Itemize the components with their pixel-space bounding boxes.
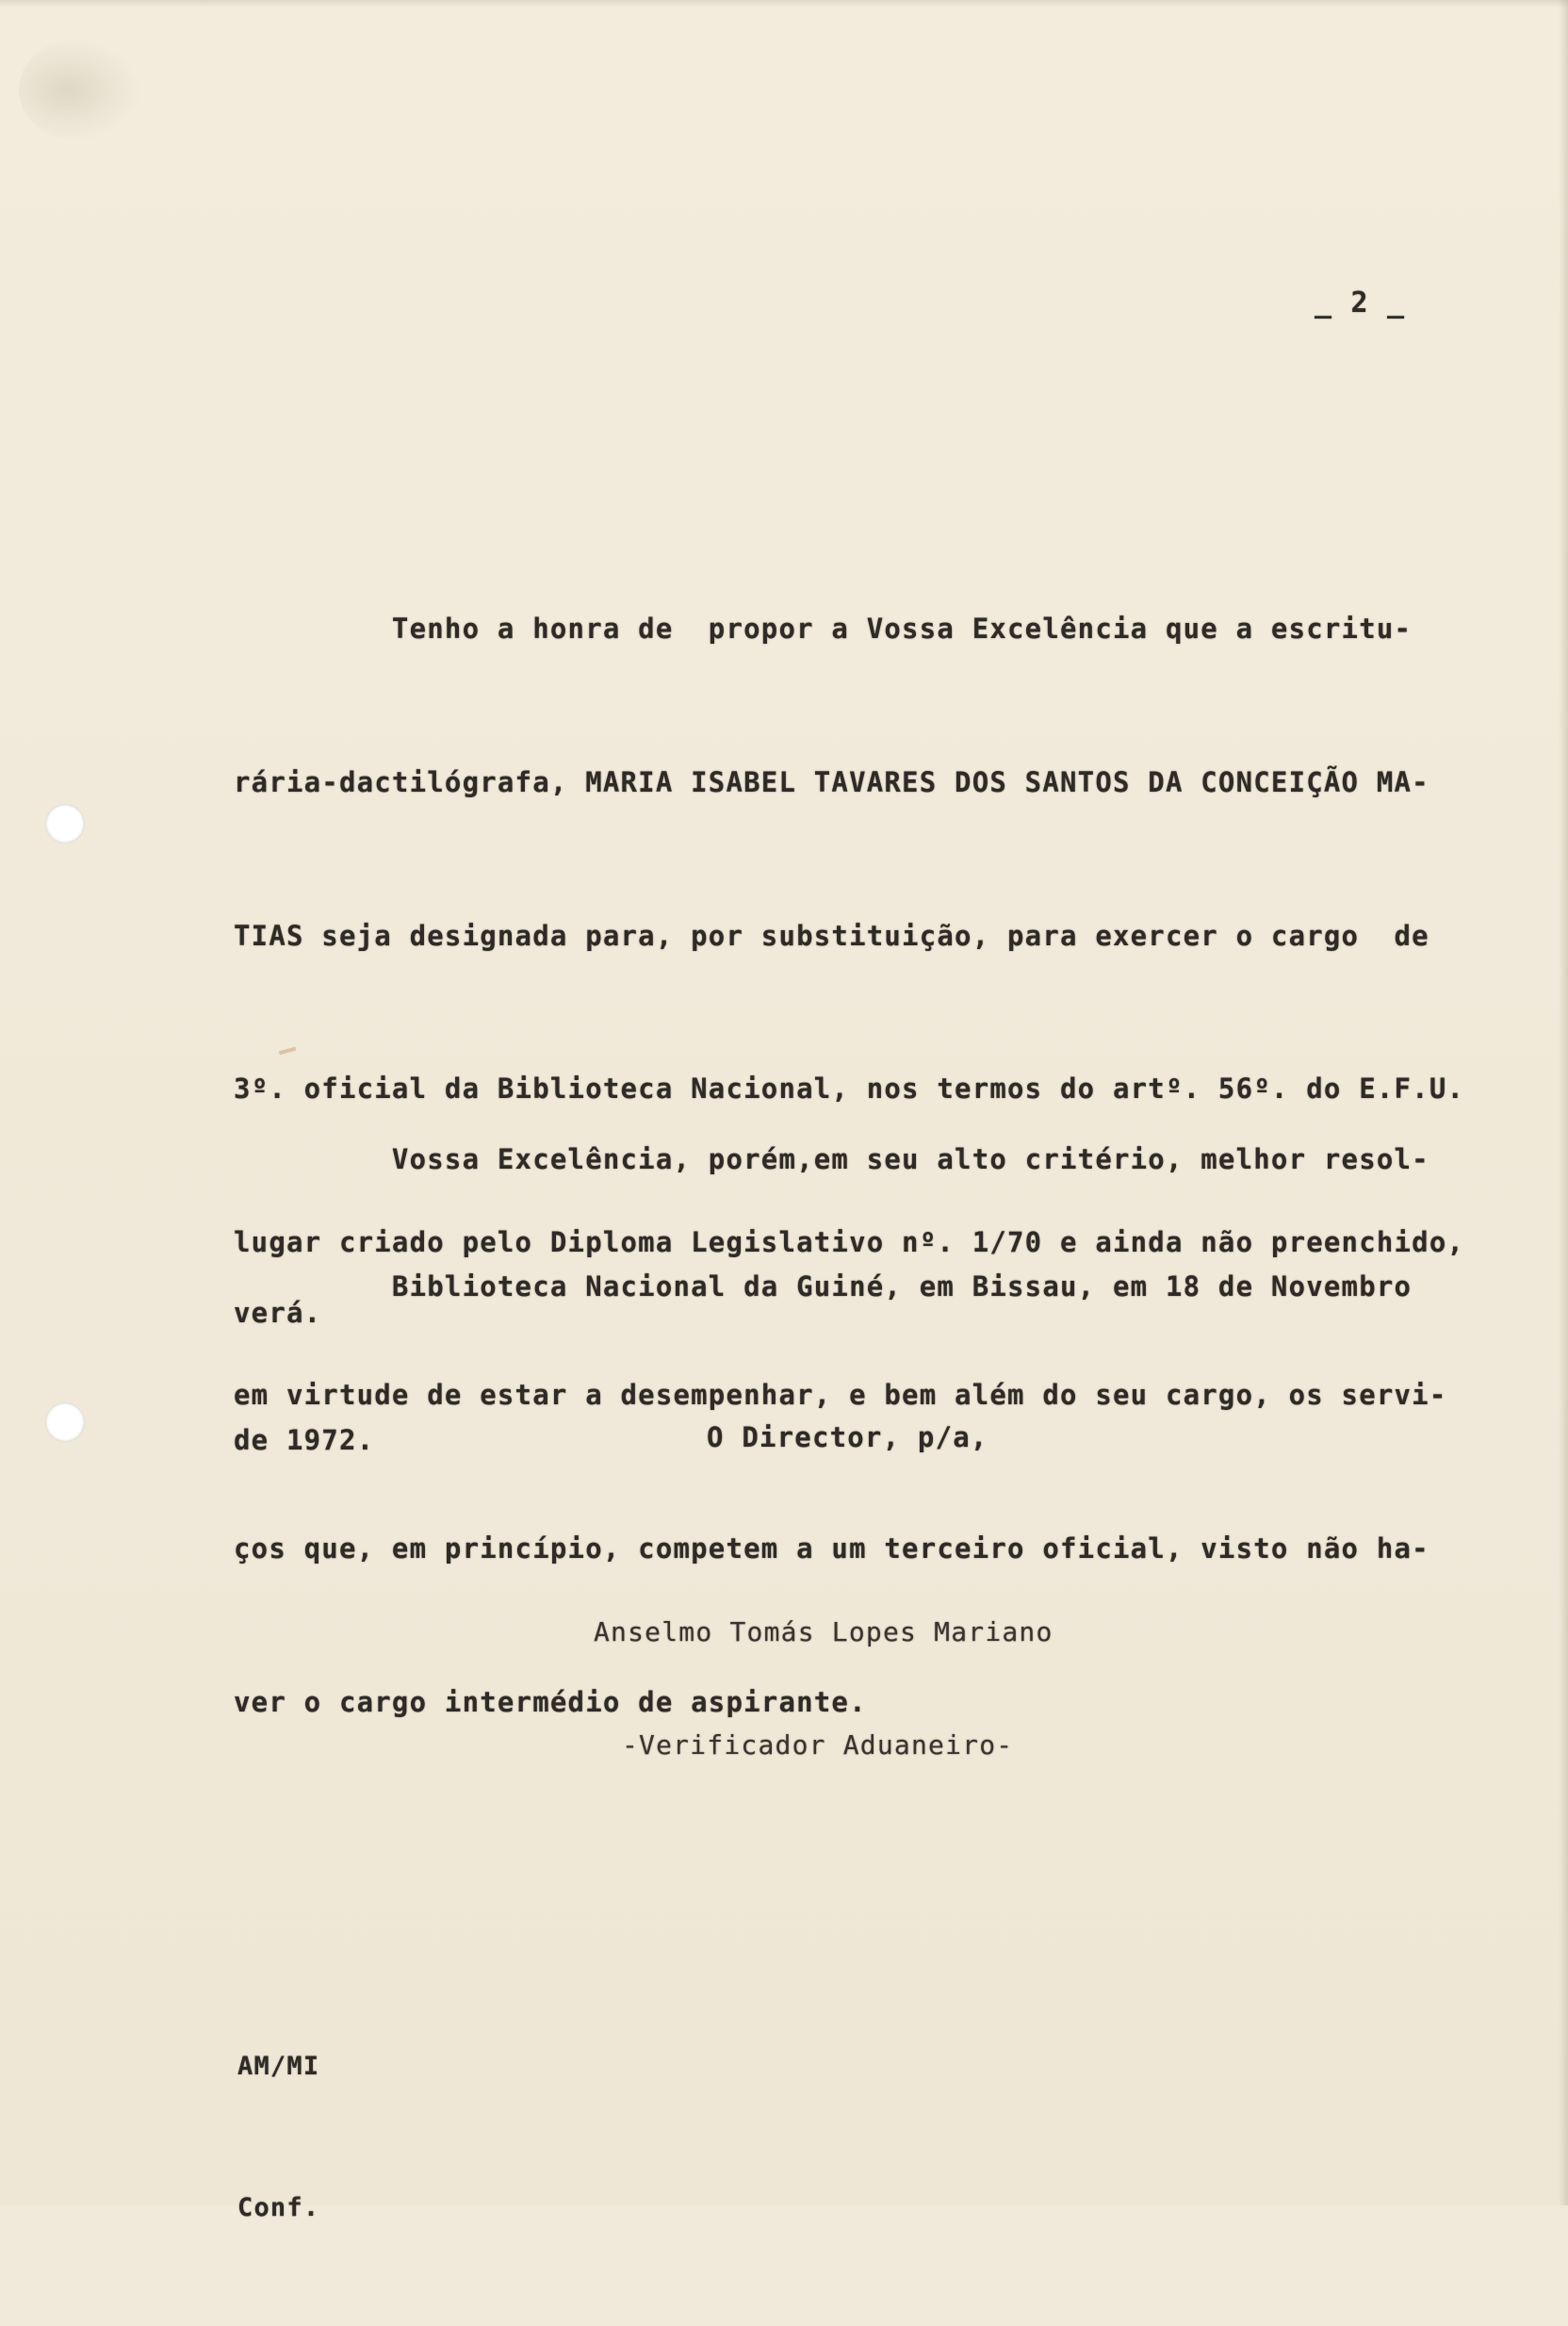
body-line: rária-dactilógrafa, MARIA ISABEL TAVARES DOS SANTOS DA CONCEIÇÃO MA- [234,766,1429,799]
body-line: Tenho a honra de propor a Vossa Excelência que a escritu- [234,613,1413,646]
paper-crease [19,38,141,141]
director-line: O Director, p/a, [707,1421,988,1453]
reference-initials: AM/MI [237,2052,320,2081]
page-number: _ 2 _ [1315,287,1406,319]
reference-initials-block [237,1949,319,2326]
reference-conf: Conf. [237,2193,320,2222]
place-date-line: Biblioteca Nacional da Guiné, em Bissau, em 18 de Novembro [234,1270,1413,1303]
body-line: lugar criado pelo Diploma Legislativo nº. 1/70 e ainda não preenchido, [234,1225,1465,1258]
place-and-date [234,1159,1412,1568]
body-line: ver o cargo intermédio de aspirante. [234,1685,867,1718]
punch-hole-lower [45,1402,85,1442]
body-line: em virtude de estar a desempenhar, e bem além do seu cargo, os servi- [234,1379,1447,1412]
closing-line: Vossa Excelência, porém,em seu alto critério, melhor resol- [234,1143,1429,1176]
body-line: 3º. oficial da Biblioteca Nacional, nos termos do artº. 56º. do E.F.U. [234,1073,1465,1106]
place-date-line: de 1972. [234,1424,375,1457]
signatory-name: Anselmo Tomás Lopes Mariano [594,1616,1054,1647]
paper-top-edge [0,0,1568,8]
body-line: ços que, em princípio, competem a um terceiro oficial, visto não ha- [234,1532,1429,1565]
signatory-role: -Verificador Aduaneiro- [622,1729,1014,1761]
punch-hole-upper [45,804,85,844]
body-line: TIAS seja designada para, por substituição, para exercer o cargo de [234,919,1429,952]
signature-block [594,1538,1054,1840]
closing-line: verá. [234,1297,322,1330]
paper-right-edge [1559,0,1568,2205]
